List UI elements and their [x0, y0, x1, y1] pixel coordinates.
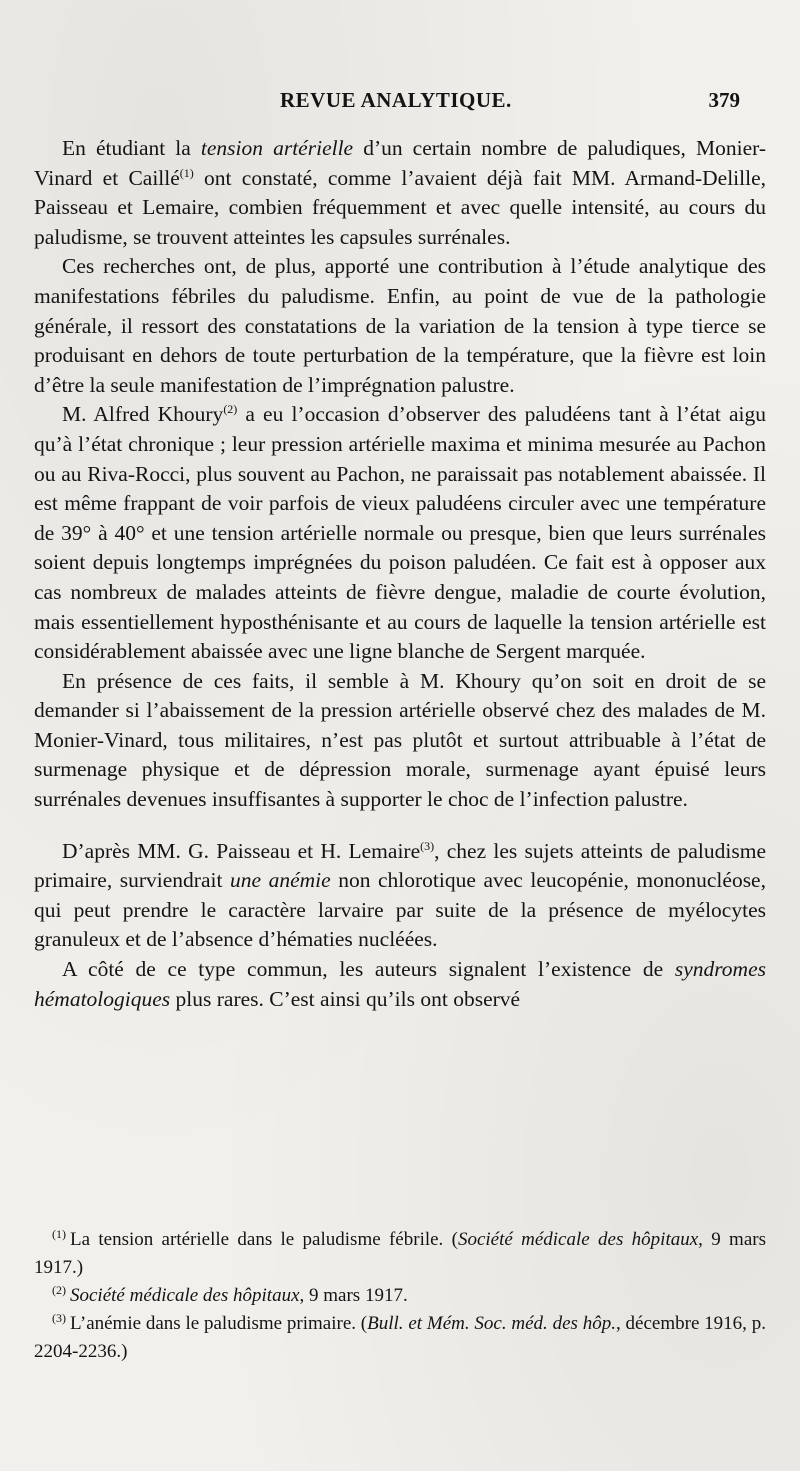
body-text [34, 134, 766, 1014]
paragraph-6-italic: syndromes hématologiques [34, 957, 766, 1011]
footnote-2 [34, 1282, 766, 1310]
paragraph-6-text-a: A côté de ce type commun, les auteurs signalent l’existence de [62, 957, 675, 982]
paragraph-5-text-b: , chez les sujets atteints de paludisme primaire, surviendrait [34, 838, 767, 893]
paragraph-3-text-b: a eu l’occasion d’observer des paludéens tant à l’état aigu qu’à l’état chronique ; leur pression artérielle maxima et minima mesurée au Pachon ou au Riva-Rocci, plus souvent au Pachon, ne paraissait pas notablement abaissée. Il est même frappant de voir parfois de vieux paludéens circuler avec une température de 39° à 40° et une tension artérielle normale ou presque, bien que leurs surrénales soient depuis longtemps imprégnées du poison paludéen. Ce fait est à opposer aux cas nombreux de malades atteints de fièvre dengue, maladie de courte évolution, mais essentiellement hyposthénisante et au cours de laquelle la tension artérielle est considérablement abaissée avec une ligne blanche de Sergent marquée. [34, 402, 766, 664]
footnote-ref-2: (2) [223, 402, 238, 417]
footnote-2-mark: (2) [52, 1282, 66, 1297]
paragraph-3 [34, 400, 766, 666]
paragraph-1 [34, 134, 766, 252]
paragraph-5-text-c: non chlorotique avec leucopénie, mononucléose, qui peut prendre le caractère larvaire par suite de la présence de myélocytes granuleux et de l’absence d’hématies nucléées. [34, 868, 766, 952]
footnote-3 [34, 1310, 766, 1366]
paragraph-1-italic: tension artérielle [200, 136, 354, 160]
paragraph-5-text-a: D’après MM. G. Paisseau et H. Lemaire [62, 838, 421, 863]
footnote-1-mark: (1) [52, 1226, 66, 1241]
footnote-3-text-b: , décembre 1916, p. 2204-2236.) [34, 1313, 766, 1362]
paragraph-5 [34, 837, 766, 955]
paragraph-2: Ces recherches ont, de plus, apporté une contribution à l’étude analytique des manifestations fébriles du paludisme. Enfin, au point de vue de la pathologie générale, il ressort des constatations de la variation de la tension à type tierce se produisant en dehors de toute perturbation de la température, que la fièvre est loin d’être la seule manifestation de l’imprégnation palustre. [34, 254, 766, 397]
paragraph-1-text-a: En étudiant la [62, 136, 201, 160]
running-header [280, 88, 740, 120]
paragraph-5-italic: une anémie [229, 868, 331, 893]
paragraph-1-text-b: d’un certain nombre de paludiques, Monier-Vinard et Caillé [34, 136, 766, 190]
page-number: 379 [708, 88, 740, 112]
footnote-1 [34, 1226, 766, 1282]
footnote-2-text-b: , 9 mars 1917. [299, 1285, 408, 1306]
footnote-3-italic: Bull. et Mém. Soc. méd. des hôp. [367, 1313, 616, 1334]
footnote-3-text-a: L’anémie dans le paludisme primaire. ( [70, 1313, 368, 1334]
footnotes [34, 1226, 766, 1366]
footnote-ref-1: (1) [179, 165, 194, 180]
running-title: REVUE ANALYTIQUE. [280, 88, 512, 112]
footnote-2-italic: Société médicale des hôpitaux [70, 1285, 300, 1306]
footnote-ref-3: (3) [420, 838, 435, 853]
footnote-1-text-a: La tension artérielle dans le paludisme fébrile. ( [70, 1229, 458, 1250]
paragraph-6 [34, 955, 766, 1014]
paragraph-3-text-a: M. Alfred Khoury [62, 402, 224, 427]
footnote-1-italic: Société médicale des hôpitaux [457, 1229, 699, 1250]
paragraph-4: En présence de ces faits, il semble à M. Khoury qu’on soit en droit de se demander si l’abaissement de la pression artérielle observé chez des malades de M. Monier-Vinard, tous militaires, n’est pas plutôt et surtout attribuable à l’état de surmenage physique et de dépression morale, surmenage ayant épuisé leurs surrénales devenues insuffisantes à supporter le choc de l’infection palustre. [34, 668, 766, 812]
footnote-1-text-b: , 9 mars 1917.) [34, 1229, 766, 1278]
paragraph-6-text-b: plus rares. C’est ainsi qu’ils ont observé [170, 986, 521, 1011]
footnote-3-mark: (3) [52, 1310, 66, 1325]
paragraph-1-text-c: ont constaté, comme l’avaient déjà fait MM. Armand-Delille, Paisseau et Lemaire, combien fréquemment et avec quelle intensité, au cours du paludisme, se trouvent atteintes les capsules surrénales. [34, 165, 767, 249]
